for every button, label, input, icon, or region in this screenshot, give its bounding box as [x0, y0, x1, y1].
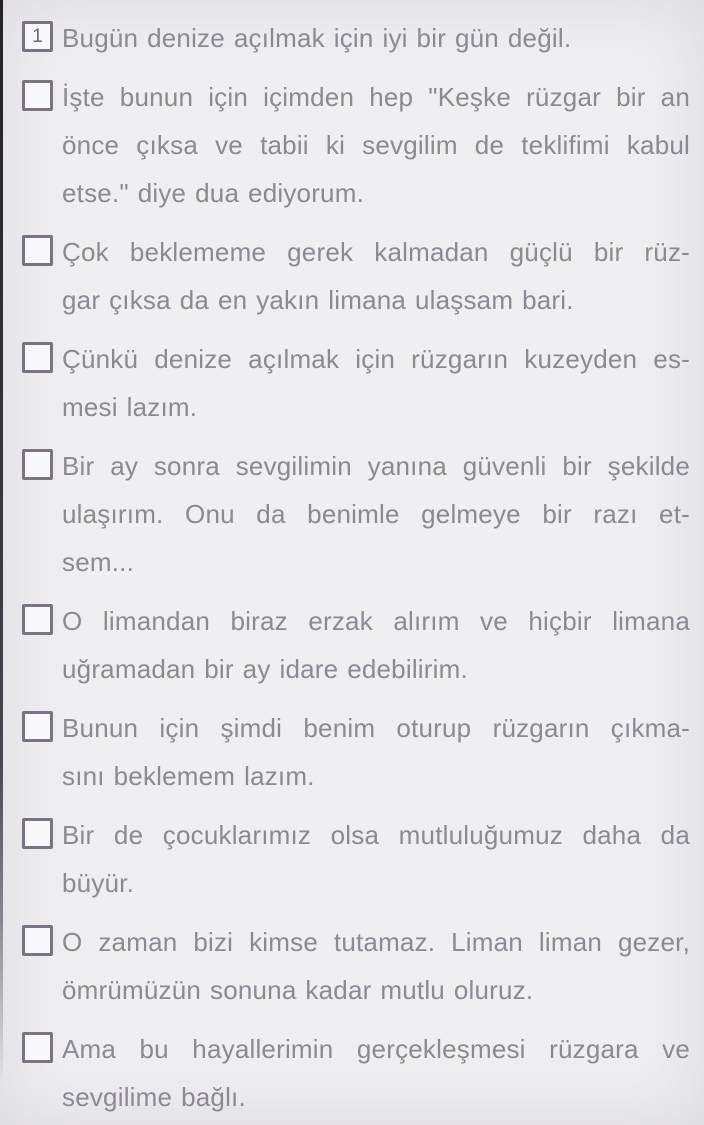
sentence-line: O zaman bizi kimse tutamaz. Liman liman gezer, [62, 927, 690, 957]
sentence-line: uğramadan bir ay idare edebilirim. [62, 654, 468, 684]
sentence-line: Bir de çocuklarımız olsa mutluluğumuz daha da [62, 820, 690, 850]
sentence-line: Bunun için şimdi benim oturup rüzgarın çıkma- [62, 713, 690, 743]
order-checkbox[interactable] [22, 604, 53, 635]
order-checkbox[interactable] [22, 342, 53, 373]
sentence-line: Çok beklememe gerek kalmadan güçlü bir rüz- [62, 237, 690, 267]
item-text [62, 442, 690, 586]
item-text [62, 335, 690, 431]
order-checkbox[interactable]: 1 [22, 21, 53, 52]
sentence-line: Ama bu hayallerimin gerçekleşmesi rüzgara ve [62, 1034, 690, 1064]
item-text [62, 597, 690, 693]
sentence-line: büyür. [62, 868, 135, 898]
order-checkbox[interactable] [22, 711, 53, 742]
item-text [62, 811, 690, 907]
list-item [22, 811, 690, 907]
sentence-line: İşte bunun için içimden hep "Keşke rüzgar bir an [62, 82, 690, 112]
list-item [22, 918, 690, 1014]
order-checkbox[interactable] [22, 1032, 53, 1063]
sentence-line: önce çıksa ve tabii ki sevgilim de teklifimi kabul [62, 130, 690, 160]
sentence-line: ulaşırım. Onu da benimle gelmeye bir razı et- [62, 499, 690, 529]
list-item [22, 597, 690, 693]
sentence-line: gar çıksa da en yakın limana ulaşsam bari. [62, 285, 574, 315]
list-item [22, 14, 690, 62]
list-item [22, 704, 690, 800]
item-text [62, 704, 690, 800]
item-text [62, 228, 690, 324]
sentence-line: mesi lazım. [62, 392, 198, 422]
order-checkbox[interactable] [22, 449, 53, 480]
sentence-line: Bugün denize açılmak için iyi bir gün değil. [62, 23, 572, 53]
sentence-ordering-exercise [22, 14, 690, 1121]
order-checkbox[interactable] [22, 80, 53, 111]
item-text [62, 73, 690, 217]
list-item [22, 442, 690, 586]
list-item [22, 335, 690, 431]
sentence-line: Çünkü denize açılmak için rüzgarın kuzeyden es- [62, 344, 690, 374]
sentence-line: etse." diye dua ediyorum. [62, 178, 364, 208]
list-item [22, 1025, 690, 1121]
list-item [22, 228, 690, 324]
item-text [62, 918, 690, 1014]
list-item [22, 73, 690, 217]
order-checkbox[interactable] [22, 235, 53, 266]
order-checkbox[interactable] [22, 925, 53, 956]
item-text [62, 1025, 690, 1121]
scan-edge-artifact [0, 0, 3, 1085]
sentence-line: ömrümüzün sonuna kadar mutlu oluruz. [62, 975, 534, 1005]
sentence-line: sını beklemem lazım. [62, 761, 315, 791]
sentence-line: O limandan biraz erzak alırım ve hiçbir limana [62, 606, 690, 636]
sentence-line: sem... [62, 547, 134, 577]
sentence-line: Bir ay sonra sevgilimin yanına güvenli bir şekilde [62, 451, 690, 481]
sentence-line: sevgilime bağlı. [62, 1082, 246, 1112]
item-text [62, 14, 690, 62]
order-checkbox[interactable] [22, 818, 53, 849]
